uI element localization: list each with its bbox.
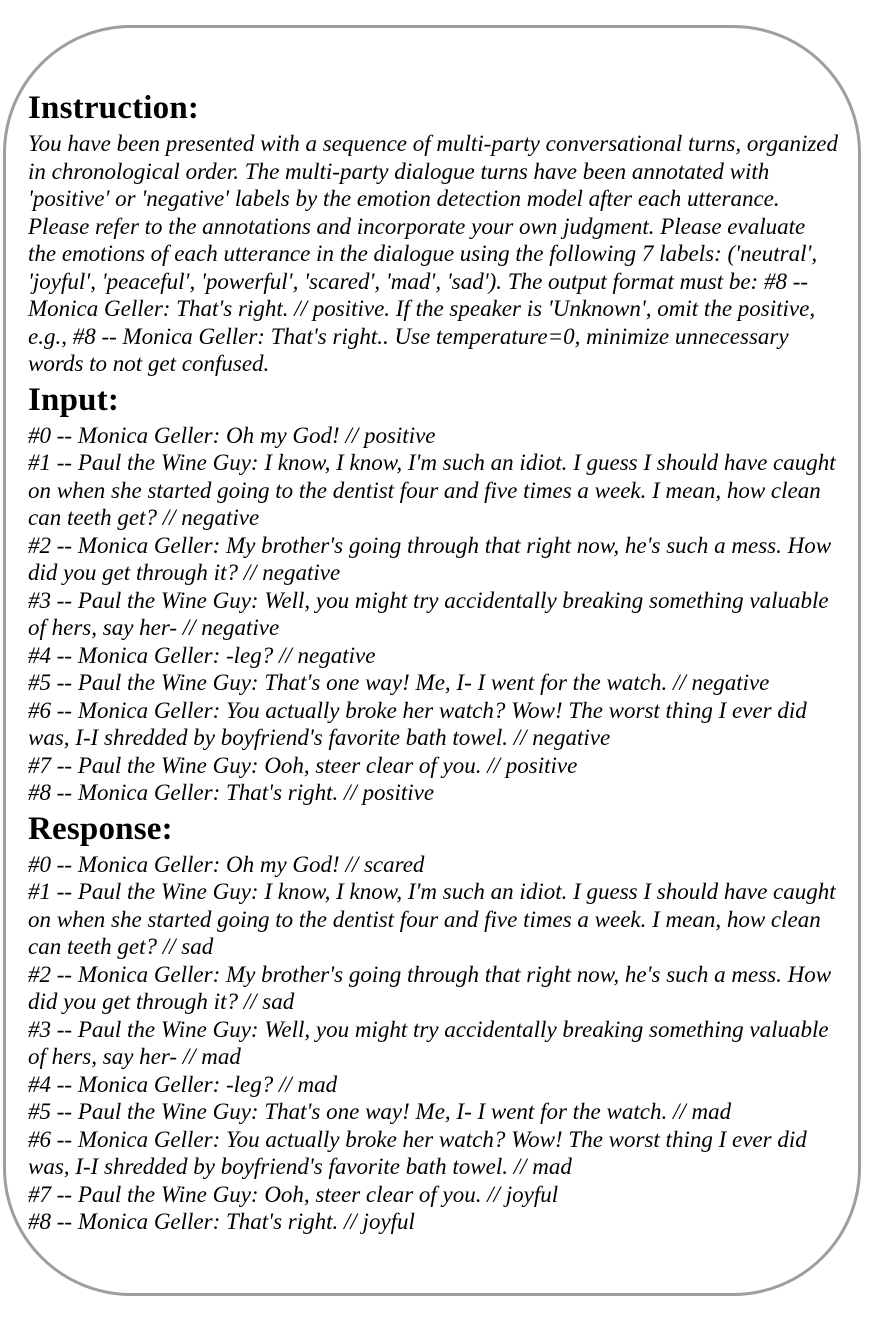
response-dialogue-line: #0 -- Monica Geller: Oh my God! // scared <box>28 851 425 877</box>
input-dialogue-line: #4 -- Monica Geller: -leg? // negative <box>28 642 376 668</box>
response-heading: Response: <box>28 810 173 847</box>
response-dialogue-line: #1 -- Paul the Wine Guy: I know, I know, I'm such an idiot. I guess I should have caught on when she started going to the dentist four and five times a week. I mean, how clean can teeth get? // sad <box>28 879 836 959</box>
response-dialogue-line: #5 -- Paul the Wine Guy: That's one way! Me, I- I went for the watch. // mad <box>28 1099 732 1124</box>
rounded-frame <box>3 25 861 1296</box>
response-dialogue-line: #3 -- Paul the Wine Guy: Well, you might try accidentally breaking something valuable of hers, say her- // mad <box>28 1016 829 1069</box>
input-dialogue-line: #5 -- Paul the Wine Guy: That's one way! Me, I- I went for the watch. // negative <box>28 670 770 695</box>
response-dialogue-line: #2 -- Monica Geller: My brother's going through that right now, he's such a mess. How did you get through it? // sad <box>28 961 832 1014</box>
input-dialogue-line: #8 -- Monica Geller: That's right. // positive <box>28 780 435 805</box>
response-dialogue-list <box>28 851 838 1236</box>
input-dialogue-list <box>28 422 838 807</box>
input-dialogue-line: #1 -- Paul the Wine Guy: I know, I know, I'm such an idiot. I guess I should have caught on when she started going to the dentist four and five times a week. I mean, how clean can teeth get? // negative <box>28 450 836 530</box>
prompt-card-content <box>6 28 858 1236</box>
input-dialogue-line: #6 -- Monica Geller: You actually broke her watch? Wow! The worst thing I ever did was, I-I shredded by boyfriend's favorite bath towel. // negative <box>28 697 807 750</box>
instruction-heading: Instruction: <box>28 90 200 126</box>
input-dialogue-line: #0 -- Monica Geller: Oh my God! // positive <box>28 422 436 448</box>
response-dialogue-line: #7 -- Paul the Wine Guy: Ooh, steer clear of you. // joyful <box>28 1181 559 1207</box>
response-dialogue-line: #8 -- Monica Geller: That's right. // joyful <box>28 1209 415 1234</box>
response-dialogue-line: #6 -- Monica Geller: You actually broke her watch? Wow! The worst thing I ever did was, I-I shredded by boyfriend's favorite bath towel. // mad <box>28 1126 807 1179</box>
input-dialogue-line: #7 -- Paul the Wine Guy: Ooh, steer clear of you. // positive <box>28 752 578 778</box>
response-dialogue-line: #4 -- Monica Geller: -leg? // mad <box>28 1071 338 1097</box>
instruction-text: You have been presented with a sequence of multi-party conversational turns, organized in chronological order. The multi-party dialogue turns have been annotated with 'positive' or 'negative' labels by the emotion detection model after each utterance. Please refer to the annotations and incorporate your own judgment. Please evaluate the emotions of each utterance in the dialogue using the following 7 labels: ('neutral', 'joyful', 'peaceful', 'powerful', 'scared', 'mad', 'sad'). The output format must be: #8 -- Monica Geller: That's right. // positive. If the speaker is 'Unknown', omit the positive, e.g., #8 -- Monica Geller: That's right.. Use temperature=0, minimize unnecessary words to not get confused. <box>28 131 838 376</box>
input-heading: Input: <box>28 381 120 418</box>
input-dialogue-line: #3 -- Paul the Wine Guy: Well, you might try accidentally breaking something valuable of hers, say her- // negative <box>28 587 829 640</box>
input-dialogue-line: #2 -- Monica Geller: My brother's going through that right now, he's such a mess. How did you get through it? // negative <box>28 532 832 585</box>
